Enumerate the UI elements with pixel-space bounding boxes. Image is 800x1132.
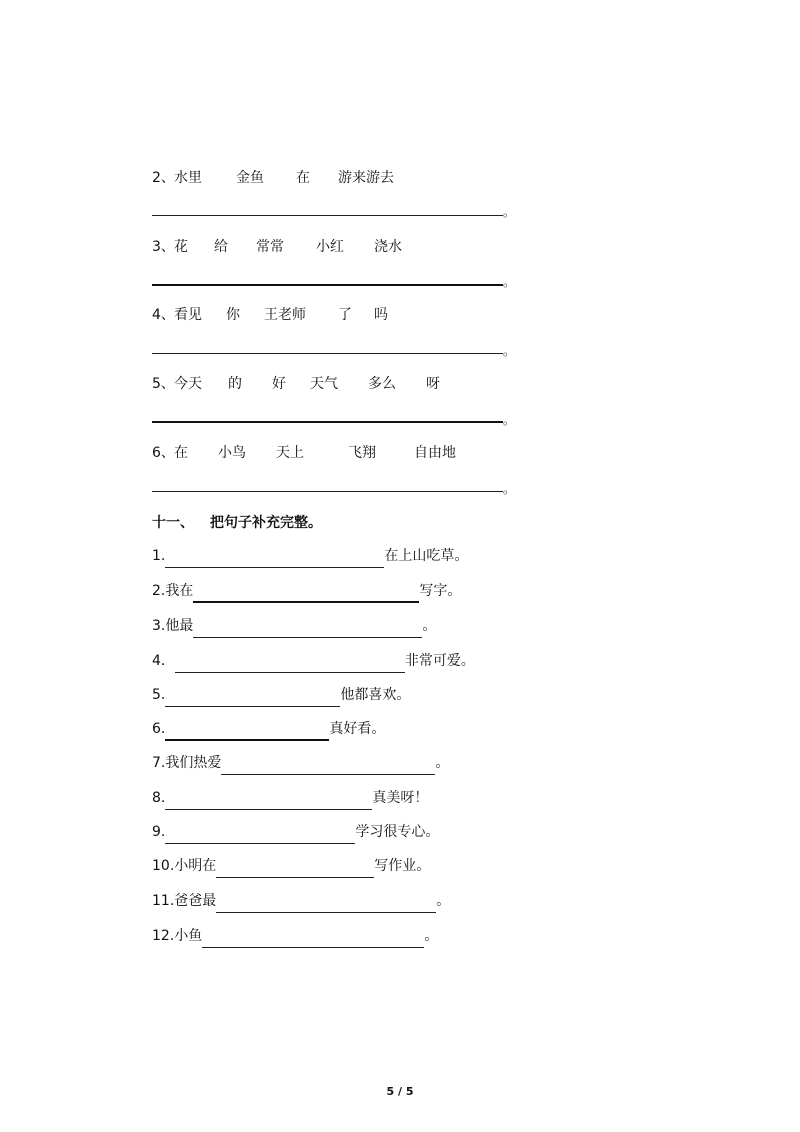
item-suffix: 真美呀！: [372, 790, 429, 806]
word: 多么: [368, 376, 396, 392]
answer-blank[interactable]: [193, 585, 419, 603]
answer-blank[interactable]: [202, 931, 424, 948]
fill-item: [152, 544, 468, 568]
item-number: 4、: [152, 307, 175, 323]
section-heading: [152, 512, 322, 534]
item-number: 3、: [152, 239, 175, 255]
answer-blank[interactable]: [221, 758, 435, 775]
answer-blank[interactable]: [193, 621, 422, 638]
item-prefix: 2.我在: [152, 583, 194, 599]
answer-blank[interactable]: [165, 690, 340, 707]
word: 自由地: [414, 445, 456, 461]
item-prefix: 1.: [152, 548, 166, 564]
word: 游来游去: [338, 170, 394, 186]
item-suffix: 非常可爱。: [404, 653, 475, 669]
answer-line[interactable]: [152, 284, 503, 286]
item-number: 6、: [152, 445, 175, 461]
item-prefix: 6.: [152, 721, 166, 737]
word: 王老师: [264, 307, 306, 323]
section-title: 把句子补充完整。: [210, 515, 322, 531]
item-suffix: 在上山吃草。: [384, 548, 469, 564]
item-prefix: 3.他最: [152, 618, 194, 634]
item-suffix: 写字。: [419, 583, 462, 599]
page-number: 5 / 5: [386, 1085, 414, 1098]
sentence-end: 。: [503, 205, 516, 219]
answer-line[interactable]: [152, 421, 503, 423]
word: 在: [174, 445, 188, 461]
section-number: 十一、: [152, 515, 194, 531]
sentence-end: 。: [503, 413, 516, 427]
sentence-end: 。: [503, 344, 516, 358]
fill-item: [152, 614, 436, 638]
item-prefix: 10.小明在: [152, 858, 217, 874]
answer-blank[interactable]: [165, 827, 355, 844]
sentence-end: 。: [503, 275, 516, 289]
item-suffix: 。: [436, 893, 451, 909]
fill-item: [152, 683, 410, 707]
fill-item: [152, 889, 450, 913]
word: 了: [338, 307, 352, 323]
item-suffix: 。: [435, 755, 450, 771]
item-prefix: 5.: [152, 687, 166, 703]
word: 小鸟: [218, 445, 246, 461]
item-prefix: 12.小鱼: [152, 928, 203, 944]
fill-item: [152, 579, 461, 603]
word: 花: [174, 239, 188, 255]
item-number: 5、: [152, 376, 175, 392]
word: 呀: [426, 376, 440, 392]
answer-blank[interactable]: [175, 656, 405, 673]
item-suffix: 他都喜欢。: [340, 687, 411, 703]
fill-item: [152, 751, 449, 775]
item-suffix: 。: [422, 618, 437, 634]
item-suffix: 学习很专心。: [355, 824, 440, 840]
word: 今天: [174, 376, 202, 392]
word: 好: [272, 376, 286, 392]
item-prefix: 4．: [152, 653, 175, 669]
word: 金鱼: [236, 170, 264, 186]
word: 浇水: [374, 239, 402, 255]
word: 你: [226, 307, 240, 323]
word: 在: [296, 170, 310, 186]
sentence-end: 。: [503, 482, 516, 496]
answer-blank[interactable]: [165, 723, 329, 741]
fill-item: [152, 854, 430, 878]
item-prefix: 8.: [152, 790, 166, 806]
item-suffix: 写作业。: [374, 858, 431, 874]
fill-item: [152, 820, 439, 844]
word: 吗: [374, 307, 388, 323]
word: 飞翔: [348, 445, 376, 461]
fill-item: [152, 786, 428, 810]
answer-blank[interactable]: [165, 551, 384, 568]
fill-item: [152, 924, 438, 948]
answer-line[interactable]: [152, 353, 503, 354]
answer-blank[interactable]: [216, 896, 436, 913]
answer-blank[interactable]: [216, 861, 374, 878]
item-suffix: 真好看。: [329, 721, 386, 737]
word: 天气: [310, 376, 338, 392]
fill-item: [152, 649, 475, 673]
answer-line[interactable]: [152, 215, 503, 216]
word: 小红: [316, 239, 344, 255]
word: 常常: [256, 239, 284, 255]
item-suffix: 。: [424, 928, 439, 944]
item-number: 2、: [152, 170, 175, 186]
fill-item: [152, 717, 385, 741]
item-prefix: 11.爸爸最: [152, 893, 217, 909]
word: 的: [228, 376, 242, 392]
answer-blank[interactable]: [165, 793, 372, 810]
word: 水里: [174, 170, 202, 186]
item-prefix: 7.我们热爱: [152, 755, 222, 771]
item-prefix: 9.: [152, 824, 166, 840]
word: 给: [214, 239, 228, 255]
word: 天上: [276, 445, 304, 461]
word: 看见: [174, 307, 202, 323]
answer-line[interactable]: [152, 491, 503, 492]
